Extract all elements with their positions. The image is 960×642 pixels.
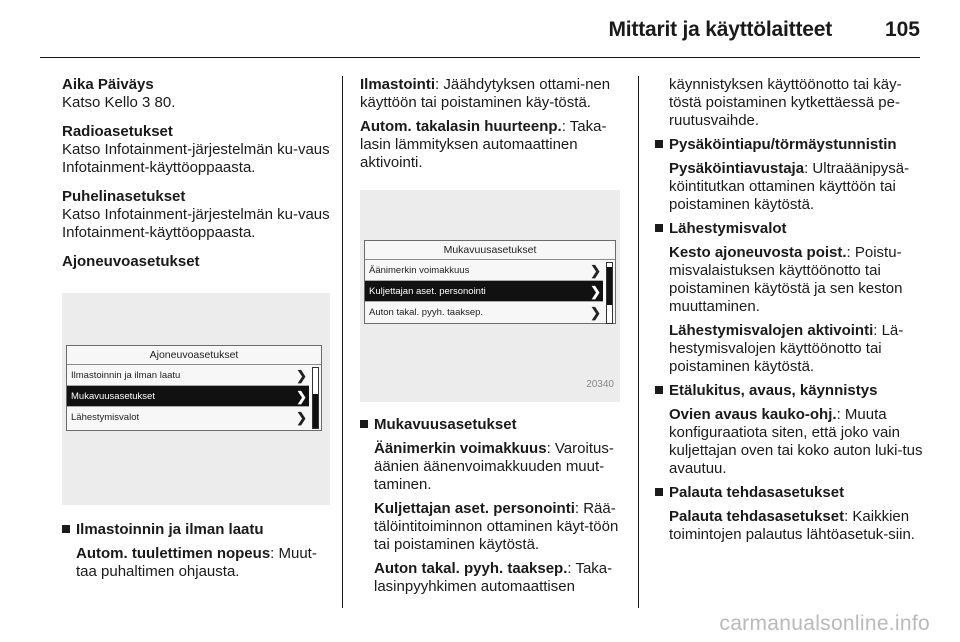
column-2 — [360, 76, 630, 596]
bullet-heading: Lähestymisvalot — [655, 220, 925, 238]
menu-row-label: Mukavuusasetukset — [71, 391, 155, 402]
definition: : Muut-taa puhaltimen ohjausta. — [76, 545, 317, 580]
term: Ovien avaus kauko-ohj. — [669, 406, 837, 423]
column-3 — [655, 76, 925, 544]
definition: : Muuta konfiguraatiota siten, että joko vain kuljettajan oven tai koko auton luki-tus avautuu. — [669, 406, 923, 477]
section-phone — [62, 188, 330, 242]
chevron-right-icon: ❯ — [296, 389, 307, 404]
page-number: 105 — [884, 18, 920, 41]
menu-row-label: Kuljettajan aset. personointi — [369, 286, 486, 297]
settings-screen — [364, 240, 616, 324]
column-divider-1 — [342, 76, 343, 608]
text: Katso Kello — [62, 94, 143, 111]
term: Lähestymisvalojen aktivointi — [669, 322, 874, 339]
definition: : Taka-lasinpyyhkimen automaattisen — [374, 560, 613, 595]
bullet-text — [62, 545, 330, 581]
scrollbar — [312, 367, 319, 429]
figure-comfort-settings — [360, 190, 620, 402]
term-item — [655, 322, 925, 376]
bullet-heading: Ilmastoinnin ja ilman laatu — [62, 521, 330, 539]
figure-number: 20340 — [586, 379, 614, 390]
menu-row — [365, 302, 603, 323]
definition: : Jäähdytyksen ottami-nen käyttöön tai poistaminen käy-töstä. — [360, 76, 611, 111]
definition: : Kaikkien toimintojen palautus lähtöasetuk-siin. — [669, 508, 915, 543]
term-item — [360, 440, 630, 494]
term: Autom. takalasin huurteenp. — [360, 118, 562, 135]
term-item — [655, 406, 925, 478]
chevron-right-icon: ❯ — [296, 410, 307, 425]
bullet-heading: Etälukitus, avaus, käynnistys — [655, 382, 925, 400]
bullet-heading: Pysäköintiapu/törmäystunnistin — [655, 136, 925, 154]
term: Auton takal. pyyh. taaksep. — [374, 560, 568, 577]
chevron-right-icon: ❯ — [590, 305, 601, 320]
screen-title: Mukavuusasetukset — [365, 241, 615, 260]
bullet-heading: Mukavuusasetukset — [360, 416, 630, 434]
term-item — [360, 118, 630, 172]
chevron-right-icon: ❯ — [590, 284, 601, 299]
page-header — [0, 0, 960, 58]
scrollbar-thumb — [607, 267, 612, 305]
watermark: carmanualsonline.info — [719, 612, 930, 635]
definition: : Varoitus-äänien äänenvoimakkuuden muut-taminen. — [374, 440, 614, 493]
menu-row — [67, 407, 309, 428]
term: Autom. tuulettimen nopeus — [76, 545, 271, 562]
settings-screen — [66, 345, 322, 431]
section-heading: Radioasetukset — [62, 123, 173, 140]
section-heading: Puhelinasetukset — [62, 188, 186, 205]
column-1 — [62, 76, 330, 581]
term: Ilmastointi — [360, 76, 436, 93]
term-item — [655, 244, 925, 316]
menu-row-label: Auton takal. pyyh. taaksep. — [369, 307, 484, 318]
term: Kesto ajoneuvosta poist. — [669, 244, 847, 261]
menu-row — [365, 260, 603, 281]
definition: : Taka-lasin lämmityksen automaattinen aktivointi. — [360, 118, 607, 171]
header-rule — [40, 57, 920, 58]
term-item — [360, 76, 630, 112]
menu-row-selected — [365, 281, 603, 302]
menu-row-label: Lähestymisvalot — [71, 412, 140, 423]
definition: : Poistu-misvalaistuksen käyttöönotto tai poistaminen käytöstä ja sen keston muuttaminen. — [669, 244, 903, 315]
page-arrow-icon: 3 — [142, 94, 151, 111]
section-heading-vehicle: Ajoneuvoasetukset — [62, 253, 200, 270]
text: 80. — [150, 94, 176, 111]
term-item — [655, 508, 925, 544]
term-item — [655, 160, 925, 214]
definition: : Lä-hestymisvalojen käyttöönotto tai poistaminen käytöstä. — [669, 322, 904, 375]
scrollbar-thumb — [313, 394, 318, 428]
term: Palauta tehdasasetukset — [669, 508, 845, 525]
section-date-time — [62, 76, 330, 112]
term: Pysäköintiavustaja — [669, 160, 805, 177]
definition: : Ultraäänipysä-köintitutkan ottaminen käyttöön tai poistaminen käytöstä. — [669, 160, 910, 213]
section-text — [62, 94, 330, 112]
menu-row — [67, 365, 309, 386]
term-item — [360, 560, 630, 596]
continued-text: käynnistyksen käyttöönotto tai käy-töstä poistaminen kytkettäessä pe-ruutusvaihde. — [669, 76, 902, 129]
bullet-heading: Palauta tehdasasetukset — [655, 484, 925, 502]
term-item — [360, 500, 630, 554]
menu-row-selected — [67, 386, 309, 407]
chevron-right-icon: ❯ — [296, 368, 307, 383]
scrollbar — [606, 262, 613, 324]
section-heading: Aika Päiväys — [62, 76, 154, 93]
menu-row-label: Äänimerkin voimakkuus — [369, 265, 470, 276]
definition: : Rää-tälöintitoiminnon ottaminen käyt-töön tai poistaminen käytöstä. — [374, 500, 619, 553]
section-text: Katso Infotainment-järjestelmän ku-vaus Infotainment-käyttöoppaasta. — [62, 206, 330, 241]
figure-vehicle-settings — [62, 293, 330, 505]
chapter-title: Mittarit ja käyttölaitteet — [608, 18, 832, 41]
chevron-right-icon: ❯ — [590, 263, 601, 278]
menu-row-label: Ilmastoinnin ja ilman laatu — [71, 370, 181, 381]
term: Äänimerkin voimakkuus — [374, 440, 547, 457]
section-radio — [62, 123, 330, 177]
section-text: Katso Infotainment-järjestelmän ku-vaus Infotainment-käyttöoppaasta. — [62, 141, 330, 176]
term: Kuljettajan aset. personointi — [374, 500, 575, 517]
column-divider-2 — [638, 76, 639, 608]
screen-title: Ajoneuvoasetukset — [67, 346, 321, 365]
